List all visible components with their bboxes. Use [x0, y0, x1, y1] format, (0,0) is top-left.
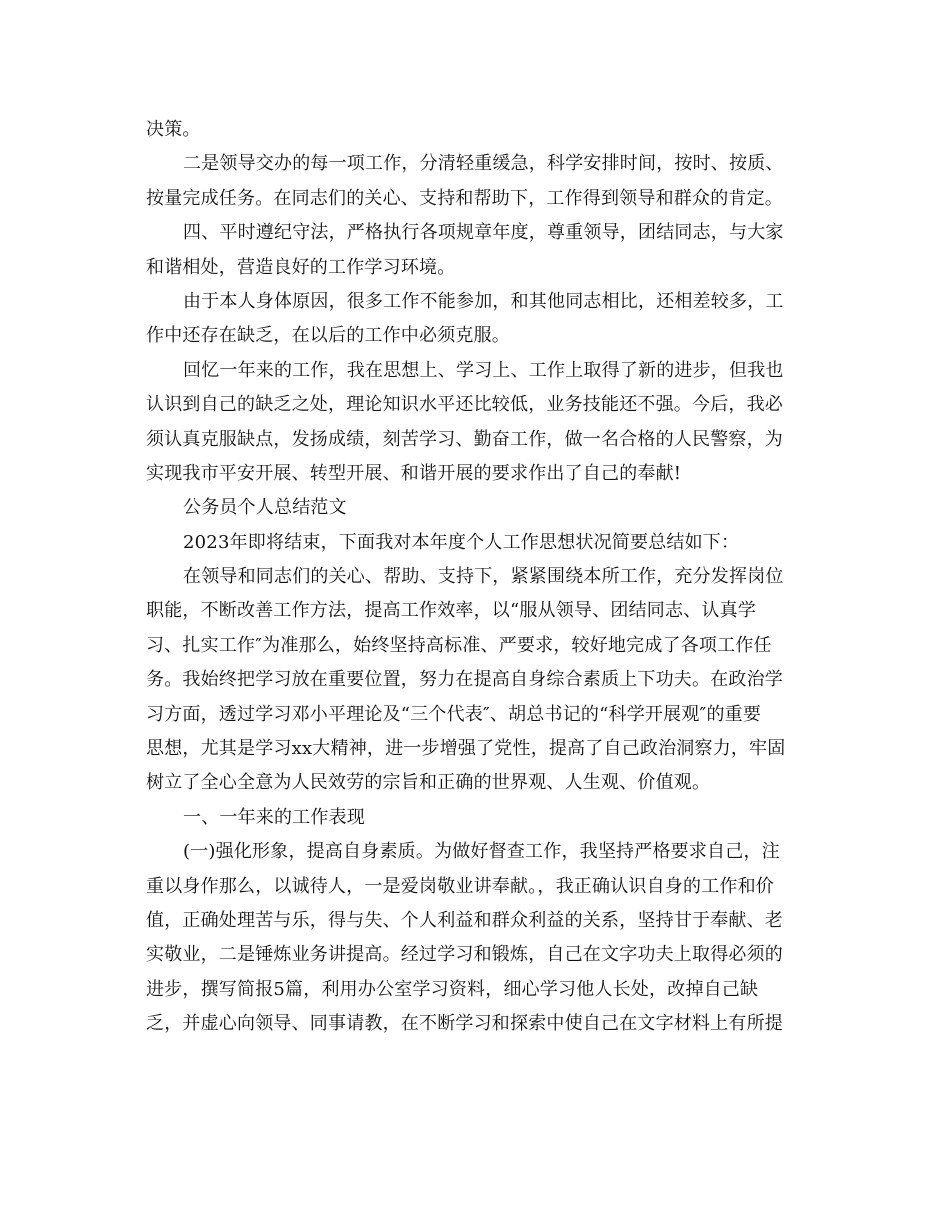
text-line: 四、平时遵纪守法，严格执行各项规章年度，尊重领导，团结同志，与大家 [183, 222, 784, 244]
text-line: 职能，不断改善工作方法，提高工作效率，以“服从领导、团结同志、认真学 [146, 600, 756, 622]
text-line: 实现我市平安开展、转型开展、和谐开展的要求作出了自己的奉献! [146, 462, 682, 484]
text-line: 2023年即将结束，下面我对本年度个人工作思想状况简要总结如下： [183, 531, 740, 553]
text-line: 重以身作那么，以诚待人，一是爱岗敬业讲奉献。，我正确认识自身的工作和价 [146, 875, 774, 897]
text-line: 习、扎实工作″为准那么，始终坚持高标准、严要求，较好地完成了各项工作任 [146, 634, 772, 656]
text-line: 须认真克服缺点，发扬成绩，刻苦学习、勤奋工作，做一名合格的人民警察，为 [146, 428, 783, 450]
text-line: 和谐相处，营造良好的工作学习环境。 [146, 256, 456, 278]
text-line: 习方面，透过学习邓小平理论及“三个代表″、胡总书记的“科学开展观″的重要 [146, 703, 762, 725]
text-line: 由于本人身体原因，很多工作不能参加，和其他同志相比，还相差较多，工 [183, 290, 784, 312]
text-line: 决策。 [146, 119, 201, 140]
text-line: 一、一年来的工作表现 [183, 806, 365, 828]
text-line: 进步，撰写简报5篇，利用办公室学习资料，细心学习他人长处，改掉自己缺 [146, 978, 759, 1000]
text-line: 二是领导交办的每一项工作，分清轻重缓急，科学安排时间，按时、按质、 [183, 153, 784, 175]
text-line: 乏，并虚心向领导、同事请教，在不断学习和探索中使自己在文字材料上有所提 [146, 1013, 783, 1035]
text-line: 作中还存在缺乏，在以后的工作中必须克服。 [146, 325, 510, 347]
text-line: 树立了全心全意为人民效劳的宗旨和正确的世界观、人生观、价值观。 [146, 772, 711, 794]
text-line: 在领导和同志们的关心、帮助、支持下，紧紧围绕本所工作，充分发挥岗位 [183, 566, 784, 588]
text-line: 公务员个人总结范文 [183, 497, 347, 519]
text-line: 认识到自己的缺乏之处，理论知识水平还比较低，业务技能还不强。今后，我必 [146, 394, 783, 416]
text-line: 务。我始终把学习放在重要位置，努力在提高自身综合素质上下功夫。在政治学 [146, 669, 783, 691]
text-line: (一)强化形象，提高自身素质。为做好督查工作，我坚持严格要求自己，注 [183, 841, 780, 863]
document-body [146, 113, 806, 1042]
text-line: 回忆一年来的工作，我在思想上、学习上、工作上取得了新的进步，但我也 [183, 359, 784, 381]
text-line: 实敬业，二是锤炼业务讲提高。经过学习和锻炼，自己在文字功夫上取得必须的 [146, 944, 783, 966]
text-line: 值，正确处理苦与乐，得与失、个人利益和群众利益的关系，坚持甘于奉献、老 [146, 909, 783, 931]
text-line: 按量完成任务。在同志们的关心、支持和帮助下，工作得到领导和群众的肯定。 [146, 187, 783, 209]
text-line: 思想，尤其是学习xx大精神，进一步增强了党性，提高了自己政治洞察力，牢固 [146, 738, 786, 760]
